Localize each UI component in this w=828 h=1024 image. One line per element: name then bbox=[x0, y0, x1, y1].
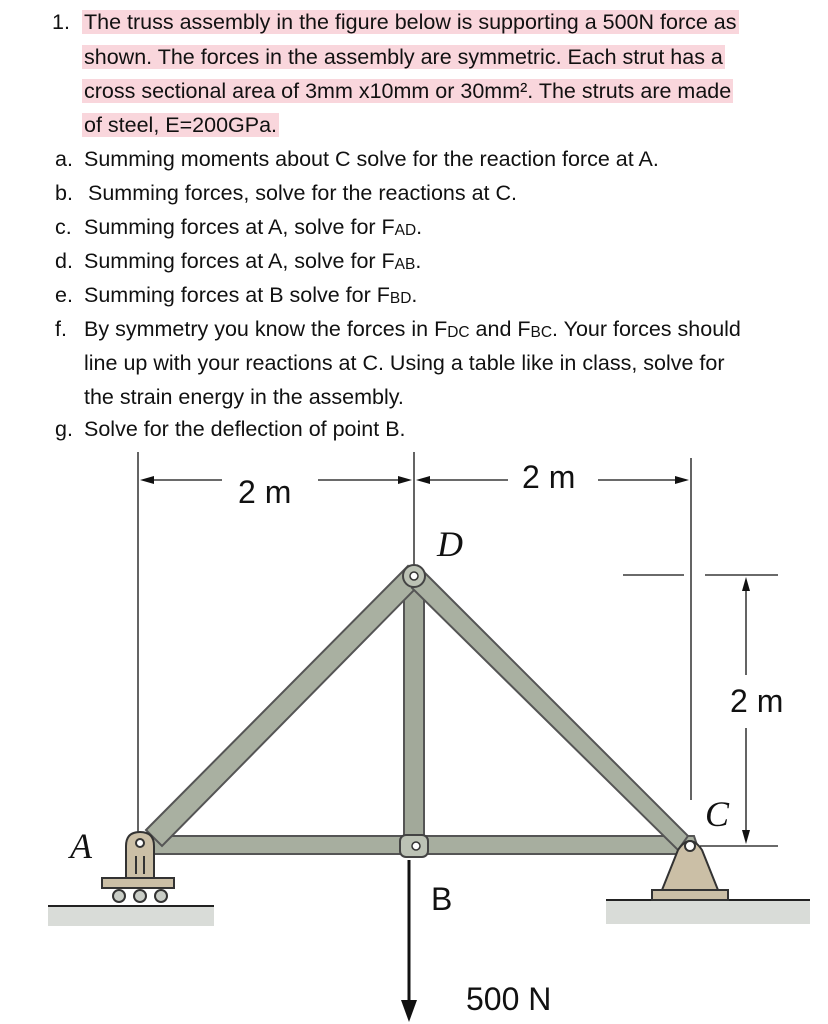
load-arrow bbox=[401, 860, 417, 1022]
part-f-line-2: line up with your reactions at C. Using a table like in class, solve for bbox=[84, 351, 725, 375]
arrowhead bbox=[742, 830, 750, 844]
arrowhead bbox=[398, 476, 412, 484]
label-b: B bbox=[431, 881, 453, 917]
arrowhead bbox=[742, 577, 750, 591]
arrowhead bbox=[140, 476, 154, 484]
arrowhead bbox=[416, 476, 430, 484]
part-f-letter: f. bbox=[55, 317, 67, 341]
arrowhead bbox=[675, 476, 689, 484]
intro-line-4: of steel, E=200GPa. bbox=[84, 113, 278, 137]
intro-line-1: The truss assembly in the figure below is supporting a 500N force as bbox=[84, 10, 737, 34]
part-f-line-1: By symmetry you know the forces in FDC and FBC. Your forces should bbox=[84, 317, 741, 341]
support-a-plate bbox=[102, 878, 174, 888]
support-c-pin bbox=[685, 841, 695, 851]
part-d-letter: d. bbox=[55, 249, 73, 273]
joint-b-pin bbox=[412, 842, 420, 850]
part-a-text: Summing moments about C solve for the reaction force at A. bbox=[84, 147, 659, 171]
load-label: 500 N bbox=[466, 981, 552, 1017]
roller-wheel bbox=[134, 890, 146, 902]
support-c-base bbox=[652, 890, 728, 900]
truss-members bbox=[140, 566, 700, 854]
part-g-text: Solve for the deflection of point B. bbox=[84, 417, 406, 441]
member-bd bbox=[404, 578, 424, 846]
part-d-text: Summing forces at A, solve for FAB. bbox=[84, 249, 422, 273]
dimension-lines bbox=[138, 452, 778, 846]
label-c: C bbox=[705, 794, 730, 834]
member-ad bbox=[146, 566, 422, 846]
ground-right bbox=[606, 900, 810, 924]
ground bbox=[48, 900, 810, 926]
member-dc bbox=[412, 566, 688, 850]
label-d: D bbox=[437, 524, 463, 564]
dim-label-left: 2 m bbox=[238, 474, 292, 510]
part-f-line-3: the strain energy in the assembly. bbox=[84, 385, 404, 409]
intro-line-2: shown. The forces in the assembly are symmetric. Each strut has a bbox=[84, 45, 723, 69]
joint-d-pin bbox=[410, 572, 418, 580]
label-a: A bbox=[70, 826, 92, 866]
part-e-text: Summing forces at B solve for FBD. bbox=[84, 283, 418, 307]
part-g-letter: g. bbox=[55, 417, 73, 441]
dim-label-right: 2 m bbox=[522, 459, 576, 495]
roller-wheel bbox=[155, 890, 167, 902]
part-e-letter: e. bbox=[55, 283, 73, 307]
ground-left bbox=[48, 906, 214, 926]
problem-number: 1. bbox=[52, 10, 70, 34]
roller-wheel bbox=[113, 890, 125, 902]
dim-label-height: 2 m bbox=[730, 683, 784, 719]
part-c-text: Summing forces at A, solve for FAD. bbox=[84, 215, 423, 239]
part-c-letter: c. bbox=[55, 215, 72, 239]
load-arrow-head bbox=[401, 1000, 417, 1022]
support-a-pin bbox=[136, 839, 144, 847]
part-b-letter: b. bbox=[55, 181, 73, 205]
intro-line-3: cross sectional area of 3mm x10mm or 30mm². The struts are made bbox=[84, 79, 732, 103]
part-a-letter: a. bbox=[55, 147, 73, 171]
part-b-text: Summing forces, solve for the reactions at C. bbox=[88, 181, 517, 205]
